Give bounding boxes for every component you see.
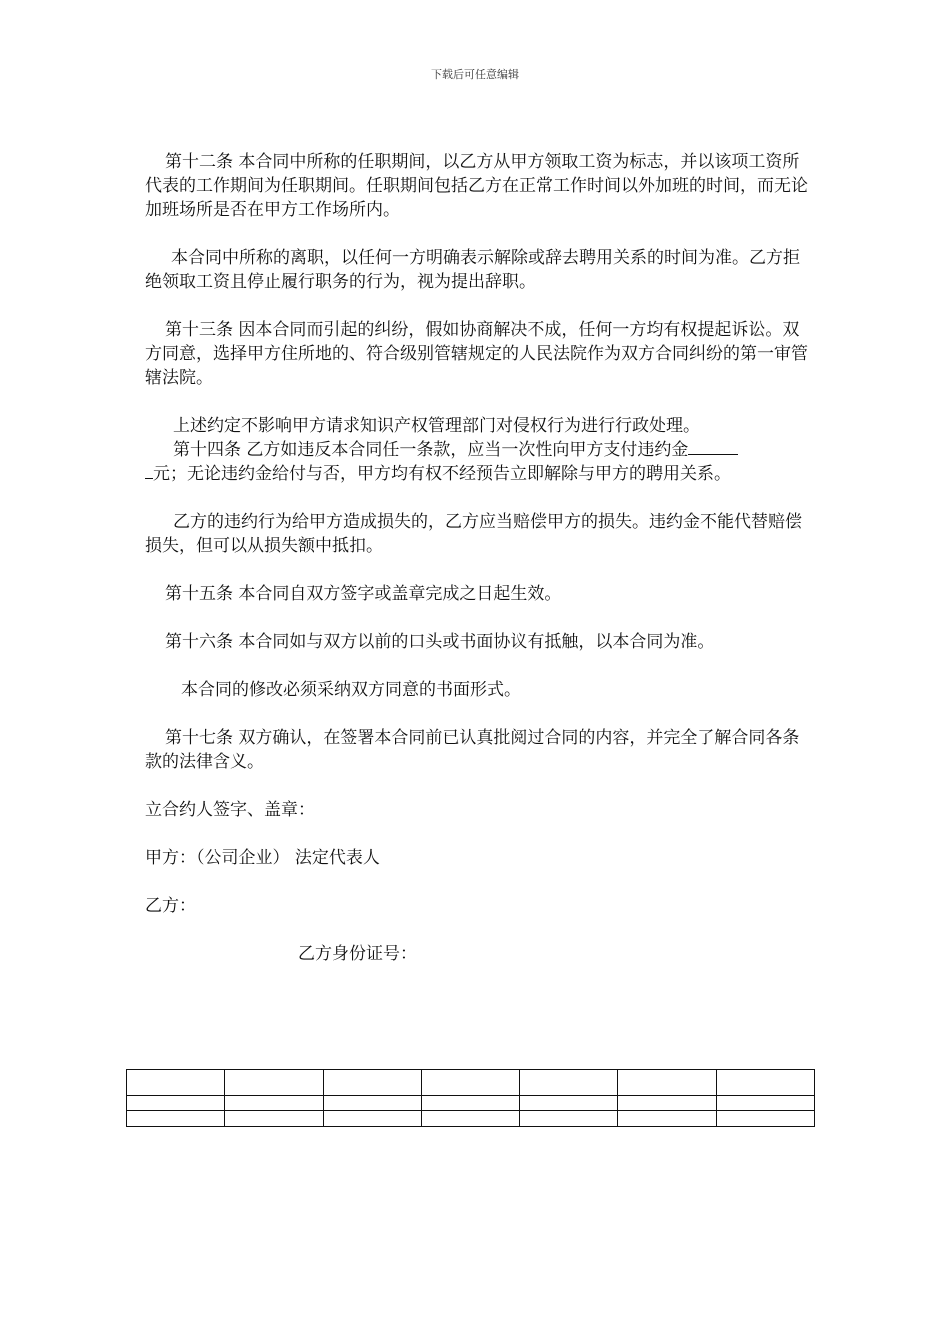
clause-14-paragraph-2 (145, 510, 810, 558)
signature-table (126, 1069, 815, 1127)
clause-13-paragraph-2 (145, 414, 810, 438)
table-cell[interactable] (520, 1111, 618, 1127)
table-cell[interactable] (225, 1096, 323, 1111)
penalty-amount-blank[interactable] (688, 438, 738, 455)
table-cell[interactable] (225, 1111, 323, 1127)
table-cell[interactable] (421, 1096, 519, 1111)
header-note: 下载后可任意编辑 (431, 68, 519, 81)
clause-12-paragraph-2 (145, 246, 810, 294)
clause-17-paragraph (145, 726, 810, 774)
contract-body (145, 150, 810, 966)
table-cell[interactable] (618, 1070, 716, 1096)
table-cell[interactable] (421, 1070, 519, 1096)
clause-15-paragraph (145, 582, 810, 606)
table-row (127, 1111, 815, 1127)
table-cell[interactable] (716, 1070, 814, 1096)
table-cell[interactable] (225, 1070, 323, 1096)
table-row (127, 1096, 815, 1111)
penalty-amount-blank-continued (145, 462, 153, 479)
table-cell[interactable] (618, 1111, 716, 1127)
clause-14-text-1a: 第十四条 乙方如违反本合同任一条款，应当一次性向甲方支付违约金 (173, 440, 689, 460)
table-cell[interactable] (323, 1096, 421, 1111)
party-b-id-line: 乙方身份证号： (298, 944, 417, 964)
clause-13-text-1: 第十三条 因本合同而引起的纠纷，假如协商解决不成，任何一方均有权提起诉讼。双方同意，选择甲方住所地的、符合级别管辖规定的人民法院作为双方合同纠纷的第一审管辖法院。 (145, 320, 808, 388)
table-cell[interactable] (127, 1096, 225, 1111)
clause-12-text-1: 第十二条 本合同中所称的任职期间，以乙方从甲方领取工资为标志，并以该项工资所代表的工作期间为任职期间。任职期间包括乙方在正常工作时间以外加班的时间，而无论加班场所是否在甲方工作场所内。 (145, 152, 808, 220)
table-cell[interactable] (716, 1111, 814, 1127)
party-a-line: 甲方：（公司企业） 法定代表人 (145, 848, 380, 868)
clause-17-text: 第十七条 双方确认，在签署本合同前已认真批阅过合同的内容，并完全了解合同各条款的法律含义。 (145, 728, 800, 772)
table-cell[interactable] (323, 1070, 421, 1096)
table-cell[interactable] (618, 1096, 716, 1111)
clause-12-text-2: 本合同中所称的离职，以任何一方明确表示解除或辞去聘用关系的时间为准。乙方拒绝领取工资且停止履行职务的行为，视为提出辞职。 (145, 248, 800, 292)
table-cell[interactable] (421, 1111, 519, 1127)
clause-15-text: 第十五条 本合同自双方签字或盖章完成之日起生效。 (165, 584, 562, 604)
clause-14-text-2: 乙方的违约行为给甲方造成损失的，乙方应当赔偿甲方的损失。违约金不能代替赔偿损失，但可以从损失额中抵扣。 (145, 512, 802, 556)
clause-16-paragraph-2 (145, 678, 810, 702)
table-cell[interactable] (716, 1096, 814, 1111)
clause-16-text-2: 本合同的修改必须采纳双方同意的书面形式。 (181, 680, 521, 700)
clause-16-text-1: 第十六条 本合同如与双方以前的口头或书面协议有抵触，以本合同为准。 (165, 632, 715, 652)
table-cell[interactable] (127, 1070, 225, 1096)
table-cell[interactable] (520, 1096, 618, 1111)
party-b-line: 乙方： (145, 896, 196, 916)
clause-16-paragraph-1 (145, 630, 810, 654)
clause-13-paragraph-1 (145, 318, 810, 390)
clause-13-text-2: 上述约定不影响甲方请求知识产权管理部门对侵权行为进行行政处理。 (173, 416, 700, 436)
table-row (127, 1070, 815, 1096)
clause-14-text-1b: 元；无论违约金给付与否，甲方均有权不经预告立即解除与甲方的聘用关系。 (153, 464, 731, 484)
table-cell[interactable] (323, 1111, 421, 1127)
table-cell[interactable] (520, 1070, 618, 1096)
signature-title: 立合约人签字、盖章： (145, 800, 315, 820)
clause-14-paragraph-1 (145, 438, 810, 486)
table-cell[interactable] (127, 1111, 225, 1127)
clause-12-paragraph-1 (145, 150, 810, 222)
